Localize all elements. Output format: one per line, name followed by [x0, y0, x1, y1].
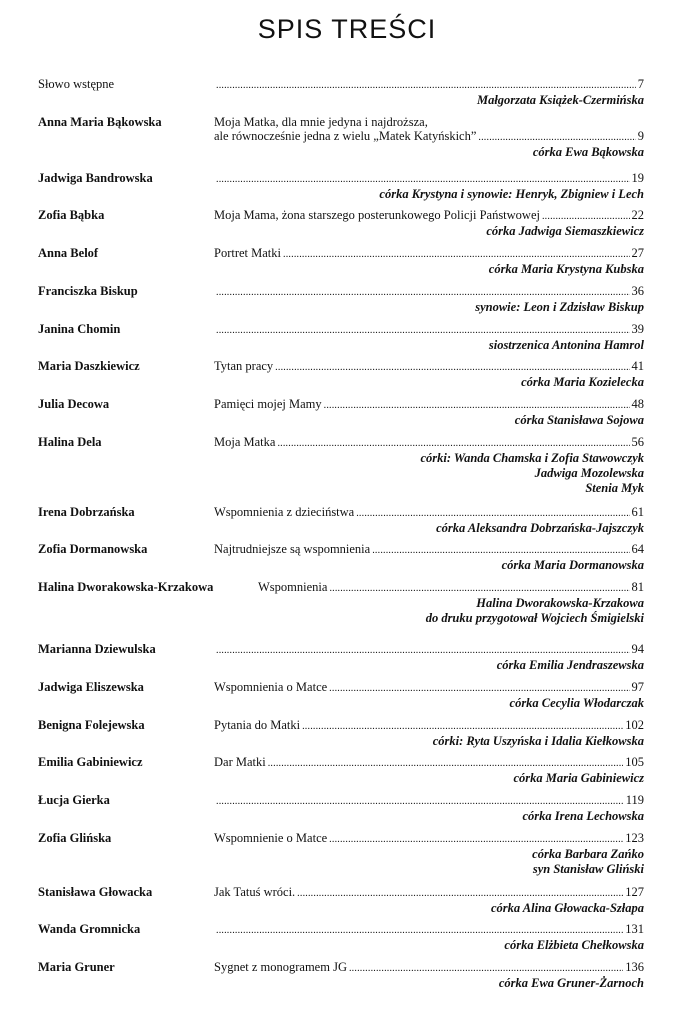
toc-line	[258, 579, 644, 595]
toc-author: Jadwiga Bandrowska	[38, 171, 153, 185]
toc-contributor: do druku przygotował Wojciech Śmigielski	[425, 611, 644, 625]
toc-author: Zofia Glińska	[38, 831, 112, 845]
toc-author: Anna Maria Bąkowska	[38, 115, 162, 129]
toc-contributor: córka Elżbieta Chełkowska	[504, 938, 644, 952]
page-number: 119	[625, 793, 644, 807]
toc-title: Pytania do Matki	[214, 718, 301, 732]
toc-line	[214, 679, 644, 695]
toc-line	[214, 128, 644, 144]
page-number: 136	[625, 960, 644, 974]
toc-line	[214, 504, 644, 520]
toc-line	[214, 245, 644, 261]
page-number: 39	[631, 322, 644, 336]
toc-contributor: siostrzenica Antonina Hamrol	[488, 338, 644, 352]
toc-author: Halina Dela	[38, 435, 102, 449]
toc-author: Zofia Bąbka	[38, 208, 105, 222]
toc-author: Julia Decowa	[38, 397, 110, 411]
toc-line	[214, 321, 644, 337]
toc-line	[214, 959, 644, 975]
toc-contributor: córka Barbara Zańko	[532, 847, 644, 861]
toc-author: Benigna Folejewska	[38, 718, 145, 732]
toc-contributor: córka Krystyna i synowie: Henryk, Zbigniew i Lech	[379, 187, 644, 201]
toc-contributor: córka Alina Głowacka-Szłapa	[490, 901, 644, 915]
toc-contributor: Małgorzata Książek-Czermińska	[476, 93, 644, 107]
toc-author: Irena Dobrzańska	[38, 505, 135, 519]
toc-author: Halina Dworakowska-Krzakowa	[38, 580, 214, 594]
toc-title: Dar Matki	[214, 755, 266, 769]
page-number: 131	[625, 922, 644, 936]
toc-contributor: córka Maria Gabiniewicz	[513, 771, 644, 785]
toc-contributor: córka Emilia Jendraszewska	[496, 658, 644, 672]
toc-line	[214, 641, 644, 657]
toc-line	[214, 921, 644, 937]
toc-contributor: córka Jadwiga Siemaszkiewicz	[486, 224, 644, 238]
toc-line	[214, 884, 644, 900]
toc-title: ale równocześnie jedna z wielu „Matek Katyńskich”	[214, 129, 477, 143]
page-number: 81	[631, 580, 644, 594]
toc-title: Wspomnienia o Matce	[214, 680, 328, 694]
toc-title: Pamięci mojej Mamy	[214, 397, 322, 411]
toc-contributor: córka Cecylia Włodarczak	[509, 696, 644, 710]
toc-line	[214, 541, 644, 557]
toc-title: Portret Matki	[214, 246, 282, 260]
toc-contributor: córki: Ryta Uszyńska i Idalia Kiełkowska	[432, 734, 644, 748]
page-number: 19	[631, 171, 644, 185]
toc-contributor: Jadwiga Mozolewska	[534, 466, 644, 480]
page-number: 7	[637, 77, 644, 91]
toc-contributor: Stenia Myk	[585, 481, 644, 495]
toc-contributor: Halina Dworakowska-Krzakowa	[476, 596, 644, 610]
toc-author: Stanisława Głowacka	[38, 885, 153, 899]
toc-contributor: córka Ewa Bąkowska	[532, 145, 644, 159]
toc-contributor: syn Stanisław Gliński	[532, 862, 644, 876]
page-number: 61	[631, 505, 644, 519]
toc-author: Łucja Gierka	[38, 793, 110, 807]
toc-author: Anna Belof	[38, 246, 99, 260]
toc-line	[214, 396, 644, 412]
toc-author: Franciszka Biskup	[38, 284, 138, 298]
toc-line	[214, 717, 644, 733]
page-title: SPIS TREŚCI	[257, 14, 437, 44]
page-number: 97	[631, 680, 644, 694]
page-number: 102	[625, 718, 644, 732]
toc-contributor: synowie: Leon i Zdzisław Biskup	[475, 300, 644, 314]
page-number: 56	[631, 435, 644, 449]
toc-contributor: córka Irena Lechowska	[522, 809, 644, 823]
page-number: 48	[631, 397, 644, 411]
toc-title: Tytan pracy	[214, 359, 274, 373]
toc-line	[214, 358, 644, 374]
toc-author: Zofia Dormanowska	[38, 542, 148, 556]
page-number: 22	[631, 208, 644, 222]
toc-contributor: córka Stanisława Sojowa	[514, 413, 644, 427]
toc-title: Sygnet z monogramem JG	[214, 960, 347, 974]
toc-line	[214, 76, 644, 92]
toc-title: Moja Matka	[214, 435, 276, 449]
toc-author: Janina Chomin	[38, 322, 121, 336]
toc-author: Emilia Gabiniewicz	[38, 755, 143, 769]
toc-author: Maria Daszkiewicz	[38, 359, 140, 373]
toc-line	[214, 830, 644, 846]
toc-line	[214, 434, 644, 450]
toc-author: Słowo wstępne	[38, 77, 115, 91]
page-number: 27	[631, 246, 644, 260]
toc-author: Maria Gruner	[38, 960, 115, 974]
page-number: 9	[637, 129, 644, 143]
toc-line	[214, 170, 644, 186]
toc-line	[214, 207, 644, 223]
toc-title: Wspomnienia z dzieciństwa	[214, 505, 355, 519]
toc-contributor: córka Aleksandra Dobrzańska-Jajszczyk	[436, 521, 644, 535]
page-number: 36	[631, 284, 644, 298]
toc-author: Marianna Dziewulska	[38, 642, 156, 656]
toc-contributor: córka Maria Dormanowska	[501, 558, 644, 572]
page-number: 127	[625, 885, 644, 899]
toc-contributor: córka Maria Krystyna Kubska	[488, 262, 644, 276]
toc-title: Wspomnienia	[258, 580, 328, 594]
toc-title: Wspomnienie o Matce	[214, 831, 328, 845]
toc-line	[214, 283, 644, 299]
toc-title: Najtrudniejsze są wspomnienia	[214, 542, 371, 556]
page-number: 64	[631, 542, 644, 556]
toc-contributor: córka Maria Kozielecka	[521, 375, 644, 389]
toc-line	[214, 792, 644, 808]
page-number: 123	[625, 831, 644, 845]
toc-title: Moja Matka, dla mnie jedyna i najdroższa,	[214, 115, 428, 129]
toc-title: Moja Mama, żona starszego posterunkowego Policji Państwowej	[214, 208, 540, 222]
toc-contributor: córka Ewa Gruner-Żarnoch	[498, 976, 644, 990]
page-number: 94	[631, 642, 644, 656]
page-number: 105	[625, 755, 644, 769]
toc-author: Jadwiga Eliszewska	[38, 680, 144, 694]
toc-line	[214, 754, 644, 770]
page-number: 41	[631, 359, 644, 373]
toc-author: Wanda Gromnicka	[38, 922, 141, 936]
toc-title: Jak Tatuś wróci.	[214, 885, 296, 899]
toc-contributor: córki: Wanda Chamska i Zofia Stawowczyk	[420, 451, 644, 465]
